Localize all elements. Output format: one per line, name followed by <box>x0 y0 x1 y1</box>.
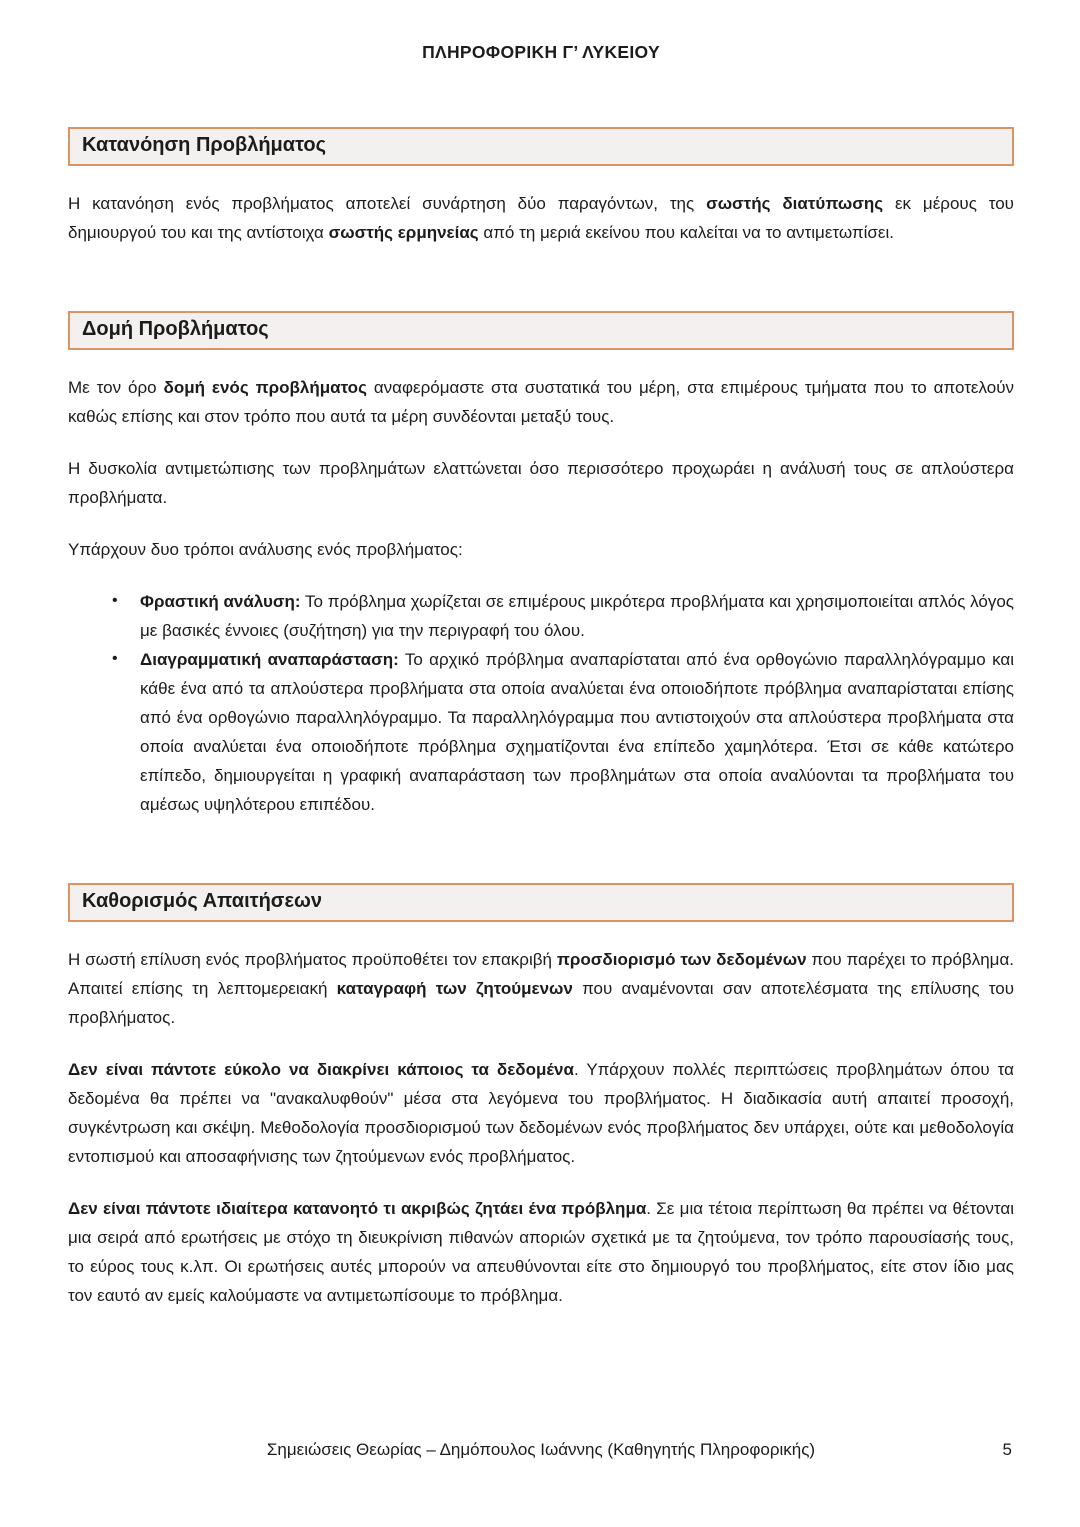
bold-text-run: Δεν είναι πάντοτε εύκολο να διακρίνει κάποιος τα δεδομένα <box>68 1060 574 1079</box>
paragraph <box>68 189 1014 247</box>
section-heading: Δομή Προβλήματος <box>68 311 1014 350</box>
section-1 <box>68 127 1014 247</box>
paragraph <box>68 1055 1014 1171</box>
text-run: από τη μεριά εκείνου που καλείται να το αντιμετωπίσει. <box>478 223 894 242</box>
paragraph <box>68 945 1014 1032</box>
bold-text-run: Δεν είναι πάντοτε ιδιαίτερα κατανοητό τι ακριβώς ζητάει ένα πρόβλημα <box>68 1199 647 1218</box>
page-title: ΠΛΗΡΟΦΟΡΙΚΗ Γ’ ΛΥΚΕΙΟΥ <box>422 42 660 62</box>
section-heading: Κατανόηση Προβλήματος <box>68 127 1014 166</box>
section-heading: Καθορισμός Απαιτήσεων <box>68 883 1014 922</box>
bold-text-run: καταγραφή των ζητούμενων <box>336 979 573 998</box>
section-2 <box>68 311 1014 819</box>
text-run: Με τον όρο <box>68 378 164 397</box>
footer-text: Σημειώσεις Θεωρίας – Δημόπουλος Ιωάννης (Καθηγητής Πληροφορικής) <box>266 1440 816 1459</box>
page-footer <box>68 1440 1014 1460</box>
text-run: Το αρχικό πρόβλημα αναπαρίσταται από ένα ορθογώνιο παραλληλόγραμμο και κάθε ένα από τα απλούστερα προβλήματα στα οποία αναλύεται ένα οποιοδήποτε πρόβλημα αναπαρίσταται επίσης από ένα ορθογώνιο παραλληλόγραμμο. Τα παραλληλόγραμμα που αντιστοιχούν στα απλούστερα προβλήματα στα οποία αναλύεται ένα οποιοδήποτε πρόβλημα σχηματίζονται ένα επίπεδο χαμηλότερα. Έτσι σε κάθε κατώτερο επίπεδο, δημιουργείται η γραφική αναπαράσταση των προβλημάτων στα οποία αναλύονται τα προβλήματα του αμέσως υψηλότερου επιπέδου. <box>140 650 1014 814</box>
sections <box>68 127 1014 1310</box>
text-run: Η κατανόηση ενός προβλήματος αποτελεί συνάρτηση δύο παραγόντων, της <box>68 194 707 213</box>
bold-text-run: δομή ενός προβλήματος <box>163 378 367 397</box>
paragraph <box>68 1194 1014 1310</box>
text-run: Το πρόβλημα χωρίζεται σε επιμέρους μικρότερα προβλήματα και χρησιμοποιείται απλός λόγος με βασικές έννοιες (συζήτηση) για την περιγραφή του όλου. <box>140 592 1014 640</box>
paragraph <box>68 454 1014 512</box>
bullet-item <box>68 645 1014 819</box>
text-run: Υπάρχουν δυο τρόποι ανάλυσης ενός προβλήματος: <box>68 540 463 559</box>
bullet-icon: • <box>112 650 118 667</box>
text-run: Η σωστή επίλυση ενός προβλήματος προϋποθέτει τον επακριβή <box>68 950 557 969</box>
text-run: εκ μέρους του δημιουργού του και της αντίστοιχα <box>68 194 1014 242</box>
section-3 <box>68 883 1014 1310</box>
page-number: 5 <box>1002 1440 1012 1459</box>
text-run: . Υπάρχουν πολλές περιπτώσεις προβλημάτων όπου τα δεδομένα θα πρέπει να "ανακαλυφθούν" μέσα στα λεγόμενα του προβλήματος. Η διαδικασία αυτή απαιτεί προσοχή, συγκέντρωση και σκέψη. Μεθοδολογία προσδιορισμού των δεδομένων ενός προβλήματος δεν υπάρχει, ούτε και μεθοδολογία εντοπισμού και αποσαφήνισης των ζητούμενων ενός προβλήματος. <box>68 1060 1014 1166</box>
bold-text-run: Διαγραμματική αναπαράσταση: <box>140 650 399 669</box>
bold-text-run: προσδιορισμό των δεδομένων <box>556 950 807 969</box>
bold-text-run: Φραστική ανάλυση: <box>140 592 301 611</box>
text-run: Η δυσκολία αντιμετώπισης των προβλημάτων ελαττώνεται όσο περισσότερο προχωράει η ανάλυσή τους σε απλούστερα προβλήματα. <box>68 459 1014 507</box>
paragraph <box>68 535 1014 564</box>
text-run: που παρέχει το πρόβλημα. Απαιτεί επίσης τη λεπτομερειακή <box>68 950 1014 998</box>
paragraph <box>68 373 1014 431</box>
bullet-item <box>68 587 1014 645</box>
bold-text-run: σωστής ερμηνείας <box>328 223 479 242</box>
text-run: αναφερόμαστε στα συστατικά του μέρη, στα επιμέρους τμήματα που το αποτελούν καθώς επίσης και στον τρόπο που αυτά τα μέρη συνδέονται μεταξύ τους. <box>68 378 1014 426</box>
text-run: . Σε μια τέτοια περίπτωση θα πρέπει να θέτονται μια σειρά από ερωτήσεις με στόχο τη διευκρίνιση πιθανών αποριών σχετικά με τα ζητούμενα, τον τρόπο παρουσίασής τους, το εύρος τους κ.λπ. Οι ερωτήσεις αυτές μπορούν να απευθύνονται είτε στο δημιουργό του προβλήματος, είτε στον ίδιο μας τον εαυτό αν εμείς καλούμαστε να αντιμετωπίσουμε το πρόβλημα. <box>68 1199 1014 1305</box>
bullet-icon: • <box>112 592 118 609</box>
text-run: που αναμένονται σαν αποτελέσματα της επίλυσης του προβλήματος. <box>68 979 1014 1027</box>
bold-text-run: σωστής διατύπωσης <box>706 194 884 213</box>
bullet-list <box>68 587 1014 819</box>
